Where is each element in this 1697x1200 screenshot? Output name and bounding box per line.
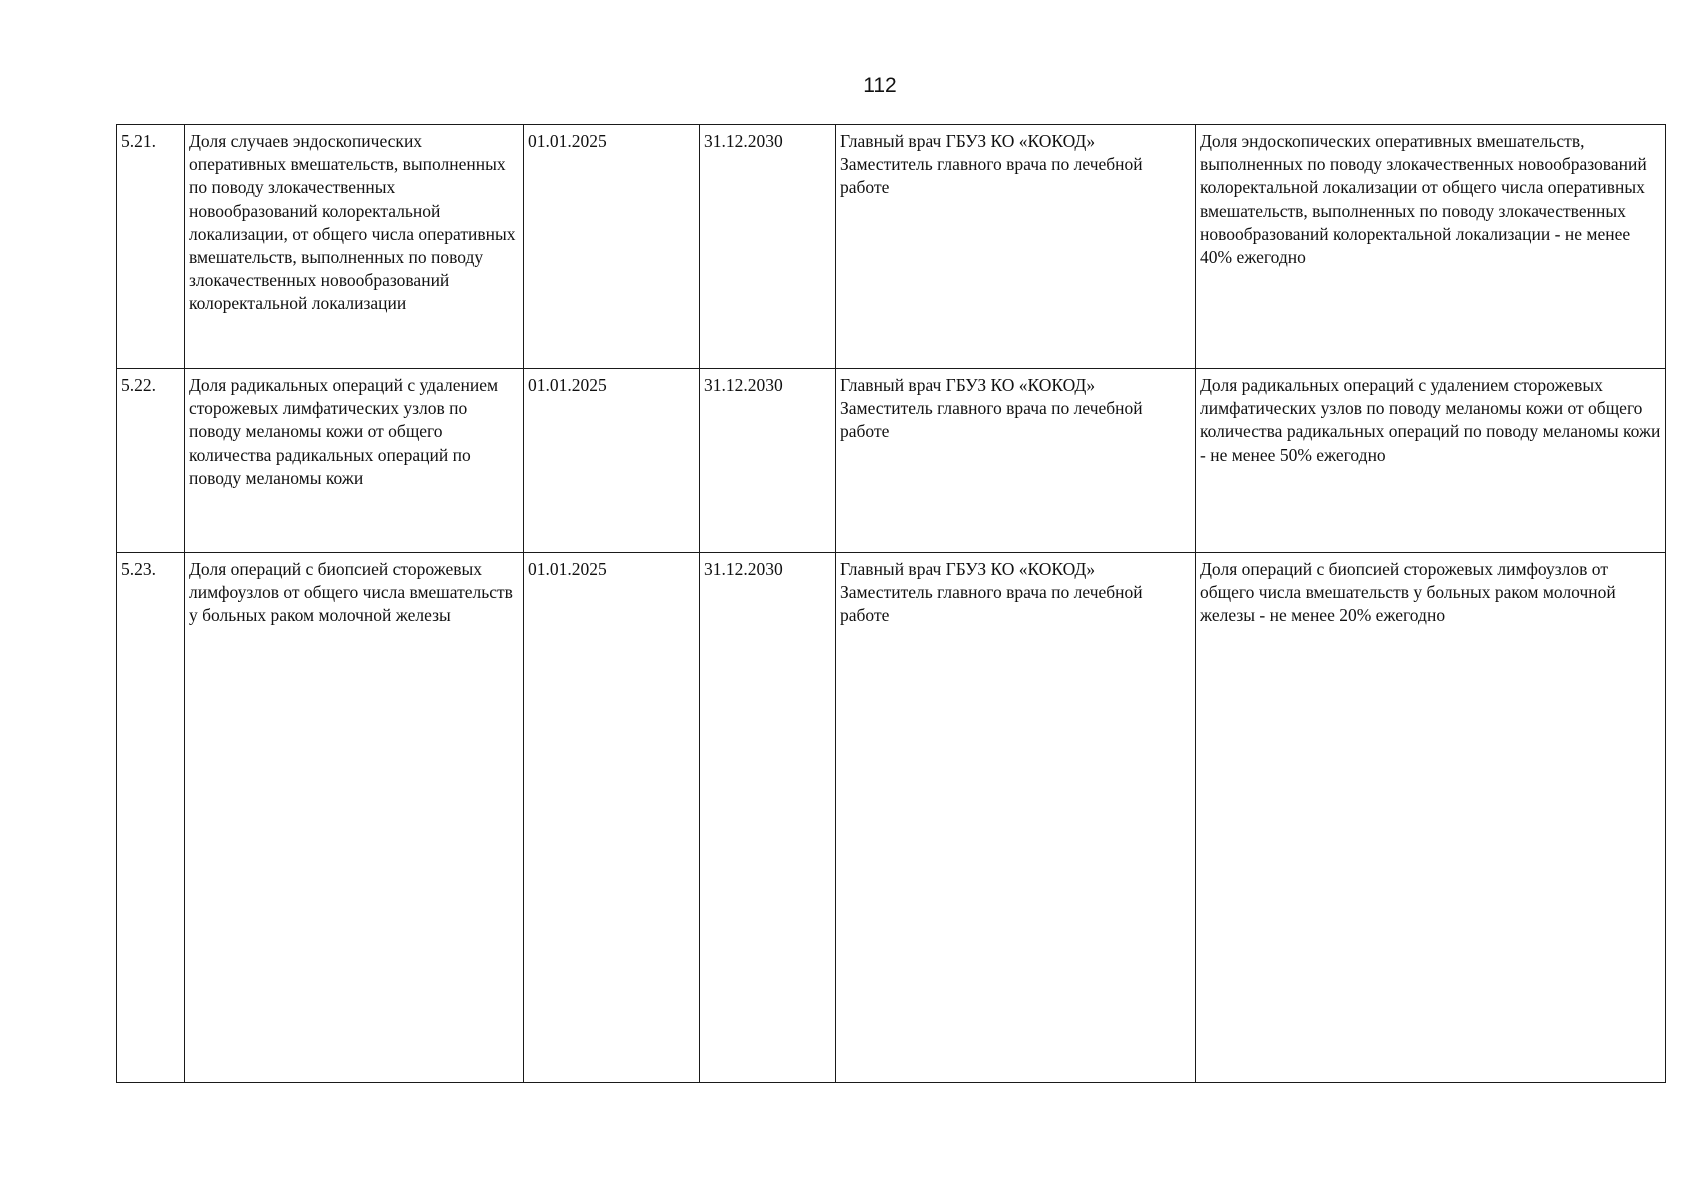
end-date: 31.12.2030	[700, 125, 836, 369]
start-date: 01.01.2025	[524, 553, 700, 1083]
item-number: 5.23.	[117, 553, 185, 1083]
measure-name: Доля случаев эндоскопических оперативных вмешательств, выполненных по поводу злокачественных новообразований колоректальной локализации, от общего числа оперативных вмешательств, выполненных по поводу злокачественных новообразований колоректальной локализации	[185, 125, 524, 369]
expected-result: Доля эндоскопических оперативных вмешательств, выполненных по поводу злокачественных новообразований колоректальной локализации от общего числа оперативных вмешательств, выполненных по поводу злокачественных новообразований колоректальной локализации - не менее 40% ежегодно	[1196, 125, 1666, 369]
table-row	[117, 369, 1666, 553]
responsible-deputy: Заместитель главного врача по лечебной работе	[840, 582, 1143, 626]
end-date: 31.12.2030	[700, 369, 836, 553]
responsible-chief: Главный врач ГБУЗ КО «КОКОД»	[840, 559, 1096, 579]
item-number: 5.21.	[117, 125, 185, 369]
responsible-cell	[836, 125, 1196, 369]
start-date: 01.01.2025	[524, 369, 700, 553]
start-date: 01.01.2025	[524, 125, 700, 369]
measure-name: Доля операций с биопсией сторожевых лимфоузлов от общего числа вмешательств у больных раком молочной железы	[185, 553, 524, 1083]
page-number: 112	[863, 74, 897, 97]
responsible-chief: Главный врач ГБУЗ КО «КОКОД»	[840, 375, 1096, 395]
expected-result: Доля радикальных операций с удалением сторожевых лимфатических узлов по поводу меланомы кожи от общего количества радикальных операций по поводу меланомы кожи - не менее 50% ежегодно	[1196, 369, 1666, 553]
end-date: 31.12.2030	[700, 553, 836, 1083]
responsible-chief: Главный врач ГБУЗ КО «КОКОД»	[840, 131, 1096, 151]
responsible-deputy: Заместитель главного врача по лечебной работе	[840, 154, 1143, 198]
table-row	[117, 553, 1666, 1083]
table-row	[117, 125, 1666, 369]
measure-name: Доля радикальных операций с удалением сторожевых лимфатических узлов по поводу меланомы кожи от общего количества радикальных операций по поводу меланомы кожи	[185, 369, 524, 553]
expected-result: Доля операций с биопсией сторожевых лимфоузлов от общего числа вмешательств у больных раком молочной железы - не менее 20% ежегодно	[1196, 553, 1666, 1083]
responsible-cell	[836, 369, 1196, 553]
item-number: 5.22.	[117, 369, 185, 553]
responsible-cell	[836, 553, 1196, 1083]
responsible-deputy: Заместитель главного врача по лечебной работе	[840, 398, 1143, 442]
measures-table	[116, 124, 1666, 1083]
